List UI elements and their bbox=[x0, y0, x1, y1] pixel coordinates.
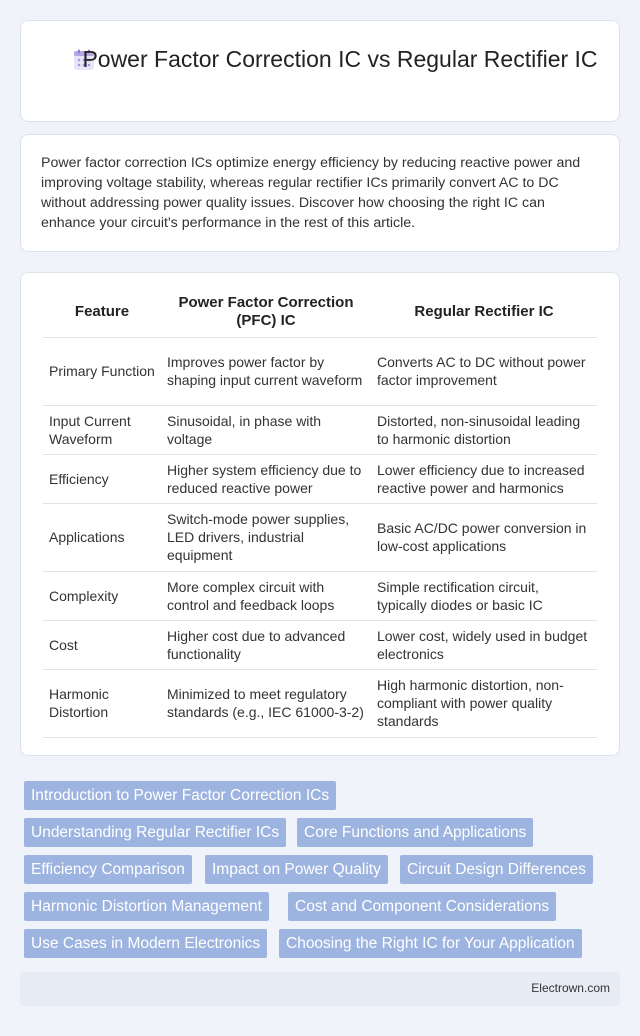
header-pfc: Power Factor Correction (PFC) IC bbox=[161, 287, 371, 337]
regular-cell: Distorted, non-sinusoidal leading to harmonic distortion bbox=[371, 405, 597, 454]
tag-link[interactable]: Introduction to Power Factor Correction ICs bbox=[24, 781, 336, 810]
pfc-cell: Higher system efficiency due to reduced reactive power bbox=[161, 454, 371, 503]
comparison-table bbox=[43, 287, 597, 738]
pfc-cell: More complex circuit with control and feedback loops bbox=[161, 571, 371, 620]
intro-card bbox=[20, 134, 620, 252]
table-header-row bbox=[43, 287, 597, 337]
tag-link[interactable]: Cost and Component Considerations bbox=[288, 892, 556, 921]
feature-cell: Cost bbox=[43, 620, 161, 669]
pfc-cell: Higher cost due to advanced functionality bbox=[161, 620, 371, 669]
feature-cell: Input Current Waveform bbox=[43, 405, 161, 454]
tag-link[interactable]: Impact on Power Quality bbox=[205, 855, 388, 884]
regular-cell: Basic AC/DC power conversion in low-cost applications bbox=[371, 503, 597, 571]
table-row bbox=[43, 337, 597, 405]
footer bbox=[20, 972, 620, 1006]
feature-cell: Applications bbox=[43, 503, 161, 571]
pfc-cell: Improves power factor by shaping input current waveform bbox=[161, 337, 371, 405]
table-row bbox=[43, 669, 597, 737]
tag-link[interactable]: Circuit Design Differences bbox=[400, 855, 593, 884]
feature-cell: Complexity bbox=[43, 571, 161, 620]
regular-cell: Lower efficiency due to increased reactive power and harmonics bbox=[371, 454, 597, 503]
regular-cell: Converts AC to DC without power factor improvement bbox=[371, 337, 597, 405]
table-row bbox=[43, 571, 597, 620]
tag-link[interactable]: Choosing the Right IC for Your Application bbox=[279, 929, 582, 958]
table-row bbox=[43, 454, 597, 503]
table-row bbox=[43, 503, 597, 571]
pfc-cell: Switch-mode power supplies, LED drivers, industrial equipment bbox=[161, 503, 371, 571]
feature-cell: Harmonic Distortion bbox=[43, 669, 161, 737]
regular-cell: High harmonic distortion, non-compliant with power quality standards bbox=[371, 669, 597, 737]
tag-link[interactable]: Core Functions and Applications bbox=[297, 818, 533, 847]
intro-text: Power factor correction ICs optimize energy efficiency by reducing reactive power and improving voltage stability, whereas regular rectifier ICs primarily convert AC to DC without addressing power quality issues. Discover how choosing the right IC can enhance your circuit's performance in the rest of this article. bbox=[41, 155, 581, 231]
feature-cell: Primary Function bbox=[43, 337, 161, 405]
table-row bbox=[43, 620, 597, 669]
tag-link[interactable]: Understanding Regular Rectifier ICs bbox=[24, 818, 286, 847]
pfc-cell: Sinusoidal, in phase with voltage bbox=[161, 405, 371, 454]
regular-cell: Lower cost, widely used in budget electronics bbox=[371, 620, 597, 669]
header-feature: Feature bbox=[43, 287, 161, 337]
header-regular: Regular Rectifier IC bbox=[371, 287, 597, 337]
title-card bbox=[20, 20, 620, 122]
footer-brand[interactable]: Electrown.com bbox=[531, 981, 610, 995]
regular-cell: Simple rectification circuit, typically diodes or basic IC bbox=[371, 571, 597, 620]
comparison-table-card bbox=[20, 272, 620, 756]
tag-link[interactable]: Use Cases in Modern Electronics bbox=[24, 929, 267, 958]
page-title: Power Factor Correction IC vs Regular Rectifier IC bbox=[82, 46, 598, 72]
tag-link[interactable]: Efficiency Comparison bbox=[24, 855, 192, 884]
table-row bbox=[43, 405, 597, 454]
tag-link[interactable]: Harmonic Distortion Management bbox=[24, 892, 269, 921]
feature-cell: Efficiency bbox=[43, 454, 161, 503]
pfc-cell: Minimized to meet regulatory standards (e.g., IEC 61000-3-2) bbox=[161, 669, 371, 737]
